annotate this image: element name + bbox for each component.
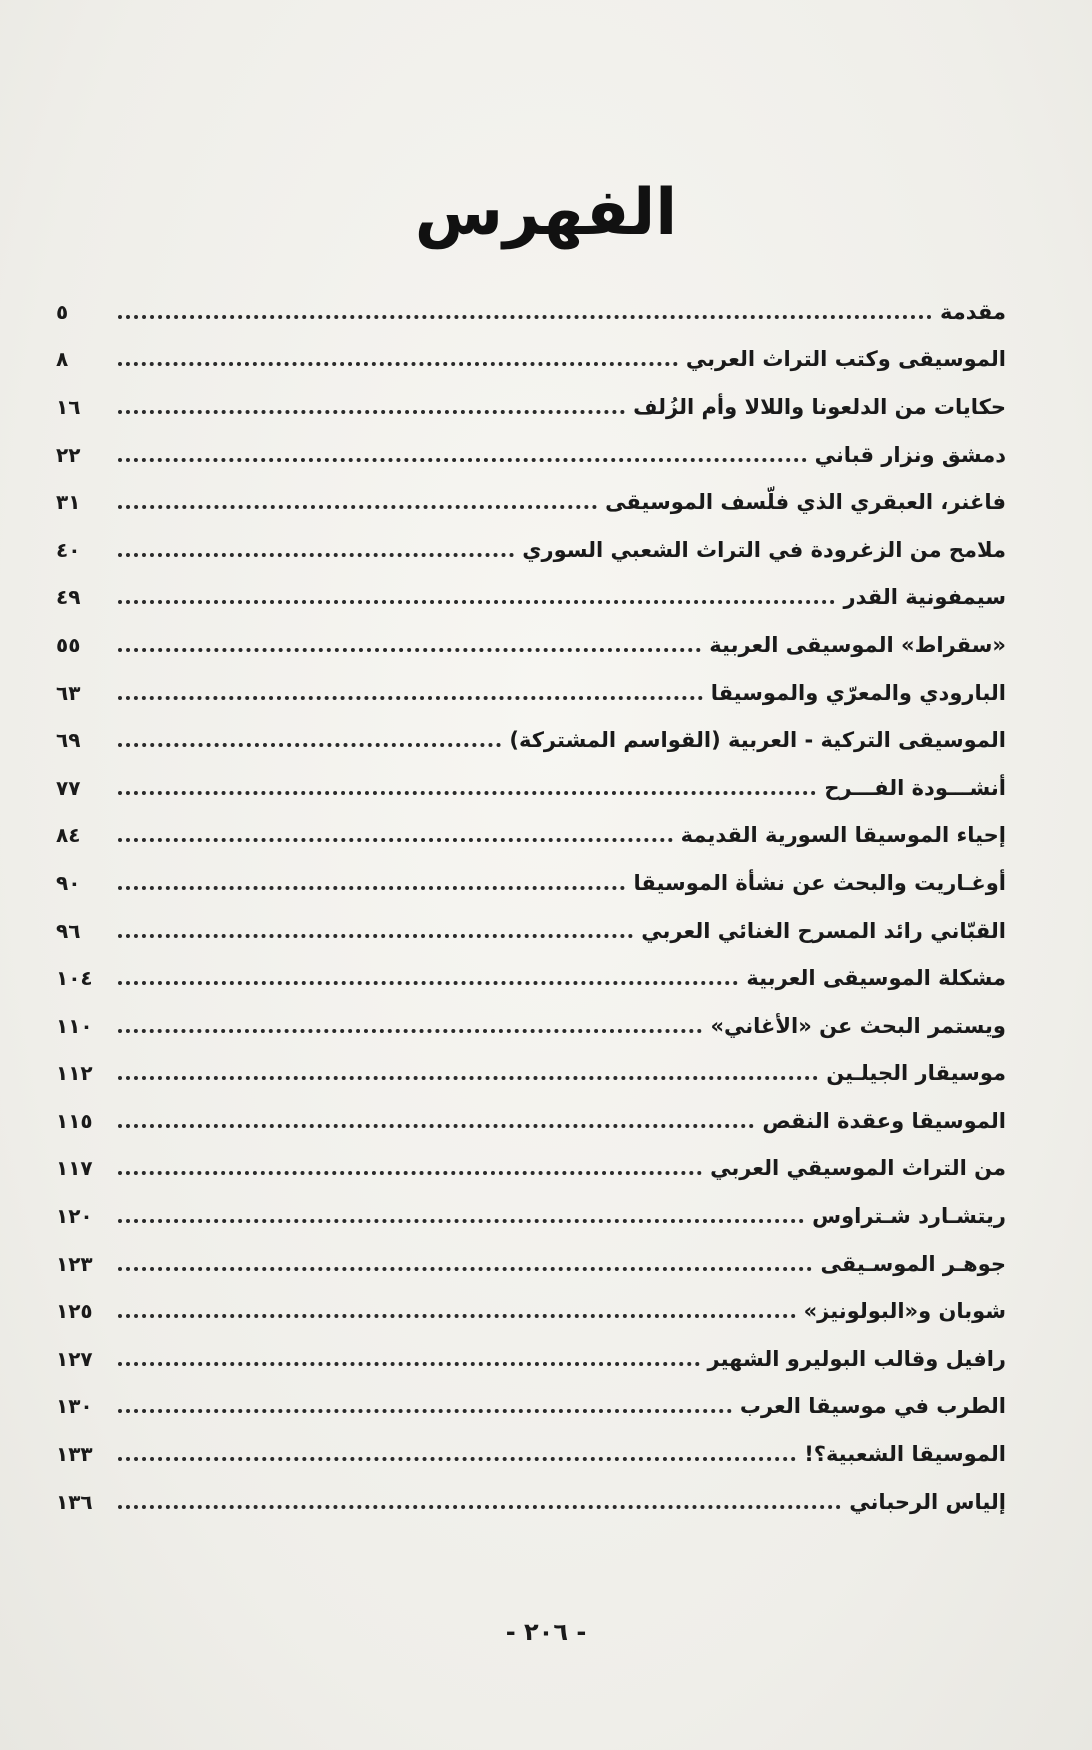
- toc-entry-title: فاغنر، العبقري الذي فلّسف الموسيقى: [605, 490, 1006, 515]
- toc-entry: [56, 431, 1006, 479]
- dot-leader: [118, 505, 597, 509]
- toc-entry: [56, 907, 1006, 955]
- toc-entry: [56, 1478, 1006, 1526]
- toc-entry: [56, 764, 1006, 812]
- toc-entry-title: أنشـــودة الفـــرح: [824, 775, 1006, 800]
- toc-entry: [56, 288, 1006, 336]
- toc-entry-page: ٨٤: [56, 823, 81, 848]
- dot-leader: [118, 362, 678, 366]
- dot-leader: [118, 934, 633, 938]
- toc-entry-title: مقدمة: [940, 299, 1006, 324]
- toc-entry-title: إحياء الموسيقا السورية القديمة: [680, 823, 1006, 848]
- toc-entry: [56, 478, 1006, 526]
- toc-entry-page: ١٢٥: [56, 1299, 93, 1324]
- toc-entry-page: ٤٩: [56, 585, 81, 610]
- toc-entry-title: ويستمر البحث عن «الأغاني»: [710, 1013, 1006, 1038]
- toc-entry-page: ٦٣: [56, 680, 81, 705]
- toc-entry-title: شوبان و«البولونيز»: [803, 1299, 1006, 1324]
- table-of-contents: [56, 288, 1006, 1525]
- toc-entry-page: ١٠٤: [56, 966, 93, 991]
- toc-entry-title: «سقراط» الموسيقى العربية: [709, 632, 1006, 657]
- toc-entry-page: ١١٢: [56, 1061, 93, 1086]
- dot-leader: [118, 1267, 812, 1271]
- toc-entry: [56, 716, 1006, 764]
- toc-entry-title: الموسيقى التركية - العربية (القواسم المشتركة): [509, 728, 1006, 753]
- toc-entry-page: ٩٠: [56, 870, 81, 895]
- toc-entry: [56, 1097, 1006, 1145]
- toc-entry-page: ١٣٣: [56, 1442, 93, 1467]
- toc-entry-page: ١٢٣: [56, 1251, 93, 1276]
- dot-leader: [118, 838, 673, 842]
- toc-entry-page: ١١٧: [56, 1156, 93, 1181]
- toc-entry: [56, 574, 1006, 622]
- toc-entry-title: ريتشـارد شـتراوس: [812, 1204, 1006, 1229]
- dot-leader: [118, 886, 625, 890]
- toc-entry-page: ٥: [56, 299, 69, 324]
- toc-entry-page: ٨: [56, 347, 69, 372]
- dot-leader: [118, 1457, 796, 1461]
- toc-entry-page: ٧٧: [56, 775, 81, 800]
- toc-entry-page: ٦٩: [56, 728, 81, 753]
- dot-leader: [118, 981, 738, 985]
- toc-entry: [56, 1287, 1006, 1335]
- toc-entry-title: الموسيقا وعقدة النقص: [762, 1108, 1006, 1133]
- toc-entry-title: إلياس الرحباني: [849, 1489, 1006, 1514]
- dot-leader: [118, 458, 807, 462]
- page-number: - ٢٠٦ -: [505, 1618, 587, 1646]
- dot-leader: [118, 315, 932, 319]
- toc-entry-page: ١١٠: [56, 1013, 93, 1038]
- toc-entry-page: ٥٥: [56, 632, 81, 657]
- toc-entry-title: جوهـر الموسـيقى: [820, 1251, 1006, 1276]
- toc-entry-title: رافيل وقالب البوليرو الشهير: [707, 1346, 1006, 1371]
- toc-entry: [56, 1145, 1006, 1193]
- toc-entry-page: ١٣٠: [56, 1394, 93, 1419]
- toc-entry-page: ١٦: [56, 394, 81, 419]
- dot-leader: [118, 1171, 702, 1175]
- dot-leader: [118, 1409, 732, 1413]
- dot-leader: [118, 1029, 702, 1033]
- toc-entry-page: ٣١: [56, 490, 81, 515]
- toc-entry: [56, 1240, 1006, 1288]
- toc-entry-page: ١١٥: [56, 1108, 93, 1133]
- toc-entry: [56, 669, 1006, 717]
- toc-entry-title: الطرب في موسيقا العرب: [739, 1394, 1006, 1419]
- toc-entry-page: ١٣٦: [56, 1489, 93, 1514]
- toc-entry: [56, 1430, 1006, 1478]
- dot-leader: [118, 553, 514, 557]
- dot-leader: [118, 1314, 796, 1318]
- toc-entry: [56, 383, 1006, 431]
- toc-entry: [56, 621, 1006, 669]
- page-title: الفهرس: [414, 176, 678, 250]
- toc-entry-page: ٤٠: [56, 537, 81, 562]
- toc-entry-title: الموسيقى وكتب التراث العربي: [685, 347, 1006, 372]
- toc-entry-title: أوغـاريت والبحث عن نشأة الموسيقا: [633, 870, 1006, 895]
- dot-leader: [118, 600, 835, 604]
- dot-leader: [118, 1124, 754, 1128]
- dot-leader: [118, 1505, 841, 1509]
- dot-leader: [118, 696, 703, 700]
- dot-leader: [118, 1219, 804, 1223]
- toc-entry-title: البارودي والمعرّي والموسيقا: [710, 680, 1006, 705]
- toc-entry-page: ١٢٠: [56, 1204, 93, 1229]
- toc-entry-title: سيمفونية القدر: [843, 585, 1006, 610]
- toc-entry: [56, 336, 1006, 384]
- toc-entry-title: ملامح من الزغرودة في التراث الشعبي السوري: [522, 537, 1006, 562]
- toc-entry-title: حكايات من الدلعونا واللالا وأم الزُلف: [633, 394, 1006, 419]
- toc-entry: [56, 1050, 1006, 1098]
- toc-entry-title: القبّاني رائد المسرح الغنائي العربي: [641, 918, 1006, 943]
- dot-leader: [118, 791, 816, 795]
- dot-leader: [118, 1362, 700, 1366]
- toc-entry-title: موسيقار الجيلـين: [826, 1061, 1006, 1086]
- toc-entry: [56, 1192, 1006, 1240]
- dot-leader: [118, 743, 501, 747]
- toc-entry: [56, 1335, 1006, 1383]
- toc-entry-title: الموسيقا الشعبية؟!: [804, 1442, 1006, 1467]
- toc-entry: [56, 1002, 1006, 1050]
- dot-leader: [118, 648, 701, 652]
- toc-entry: [56, 812, 1006, 860]
- toc-entry: [56, 1383, 1006, 1431]
- toc-entry-page: ٩٦: [56, 918, 81, 943]
- toc-entry-title: من التراث الموسيقي العربي: [710, 1156, 1006, 1181]
- toc-entry-title: دمشق ونزار قباني: [814, 442, 1006, 467]
- dot-leader: [118, 410, 625, 414]
- toc-entry-page: ٢٢: [56, 442, 81, 467]
- dot-leader: [118, 1076, 818, 1080]
- toc-entry-page: ١٢٧: [56, 1346, 93, 1371]
- toc-entry: [56, 859, 1006, 907]
- toc-entry: [56, 526, 1006, 574]
- toc-entry: [56, 954, 1006, 1002]
- toc-entry-title: مشكلة الموسيقى العربية: [746, 966, 1006, 991]
